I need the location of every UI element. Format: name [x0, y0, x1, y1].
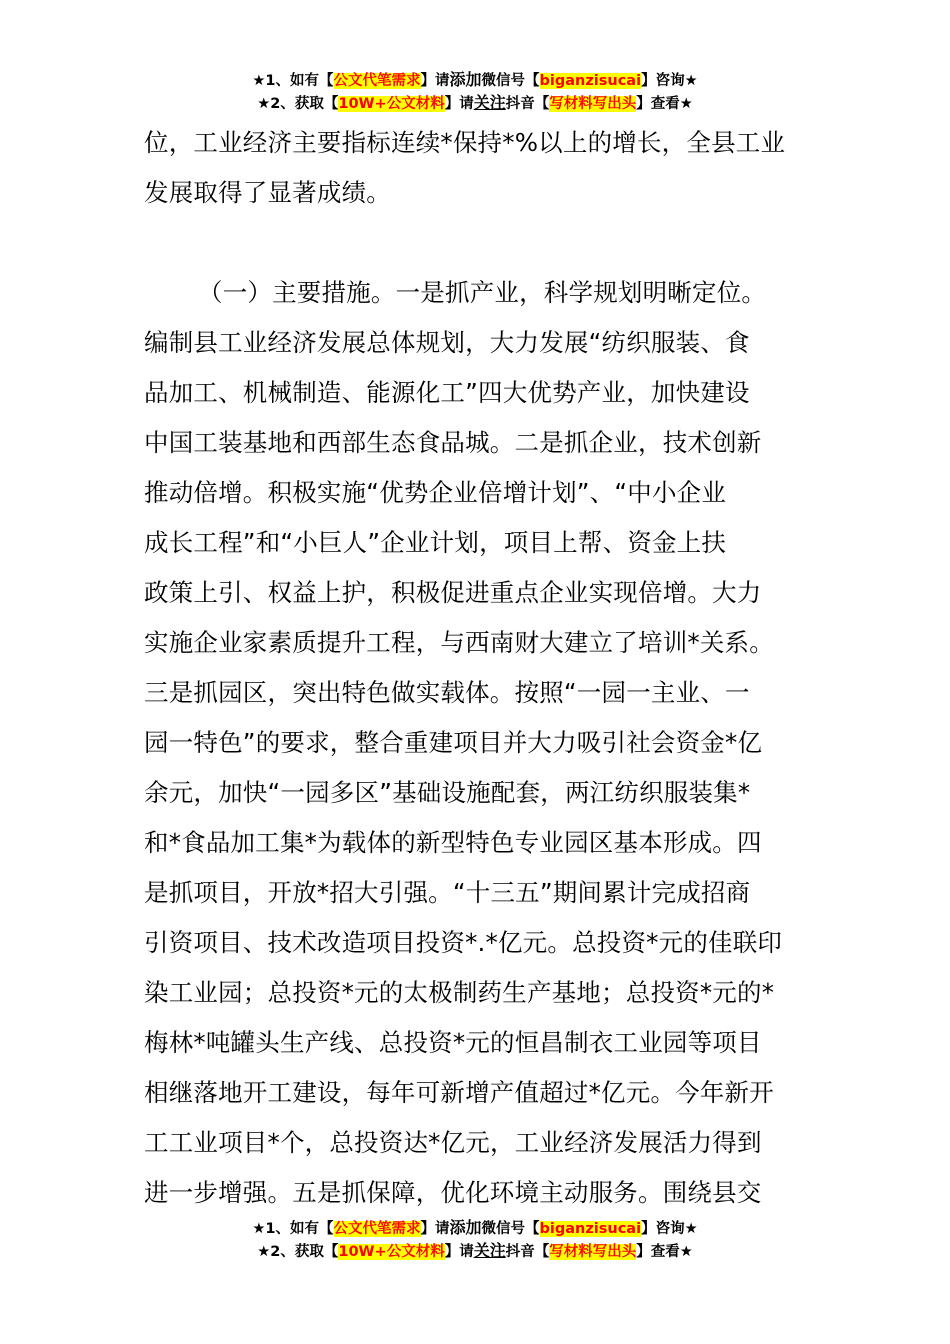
banner-line-2: ★2、获取【10W+公文材料】请关注抖音【写材料写出头】查看★	[257, 93, 693, 112]
star-icon: ★	[257, 96, 271, 112]
text-line: 引资项目、技术改造项目投资*.*亿元。总投资*元的佳联印	[144, 928, 783, 957]
highlight-douyin-account: 写材料写出头	[549, 1244, 637, 1260]
text-line: 发展取得了显著成绩。	[144, 178, 391, 207]
text-line: 工工业项目*个，总投资达*亿元，工业经济发展活力得到	[144, 1128, 762, 1157]
header-banner	[0, 69, 950, 115]
banner-line-1: ★1、如有【公文代笔需求】请添加微信号【biganzisucai】咨询★	[252, 1218, 698, 1237]
highlight-materials: 10W+公文材料	[338, 1244, 445, 1260]
highlight-service: 公文代笔需求	[333, 1221, 421, 1237]
text-line: 成长工程”和“小巨人”企业计划，项目上帮、资金上扶	[144, 528, 727, 557]
text-line: 政策上引、权益上护，积极促进重点企业实现倍增。大力	[144, 578, 762, 607]
text-line: 推动倍增。积极实施“优势企业倍增计划”、“中小企业	[144, 478, 727, 507]
text-line: 染工业园；总投资*元的太极制药生产基地；总投资*元的*	[144, 978, 775, 1007]
star-icon: ★	[252, 73, 266, 89]
text-line: 和*食品加工集*为载体的新型特色专业园区基本形成。四	[144, 828, 762, 857]
highlight-service: 公文代笔需求	[333, 73, 421, 89]
text-line: （一）主要措施。一是抓产业，科学规划明晰定位。	[198, 278, 767, 307]
footer-banner	[0, 1217, 950, 1263]
text-line: 位，工业经济主要指标连续*保持*%以上的增长，全县工业	[144, 128, 786, 157]
text-line: 梅林*吨罐头生产线、总投资*元的恒昌制衣工业园等项目	[144, 1028, 762, 1057]
text-line: 进一步增强。五是抓保障，优化环境主动服务。围绕县交	[144, 1178, 762, 1207]
text-line: 中国工装基地和西部生态食品城。二是抓企业，技术创新	[144, 428, 762, 457]
highlight-materials: 10W+公文材料	[338, 96, 445, 112]
text-line: 是抓项目，开放*招大引强。“十三五”期间累计完成招商	[144, 878, 751, 907]
paragraph-continued	[144, 118, 809, 218]
highlight-douyin-account: 写材料写出头	[549, 96, 637, 112]
star-icon: ★	[252, 1221, 266, 1237]
highlight-wechat-id: biganzisucai	[539, 73, 642, 89]
text-line: 三是抓园区，突出特色做实载体。按照“一园一主业、一	[144, 678, 750, 707]
text-line: 余元，加快“一园多区”基础设施配套，两江纺织服装集*	[144, 778, 751, 807]
banner-line-1: ★1、如有【公文代笔需求】请添加微信号【biganzisucai】咨询★	[252, 70, 698, 89]
text-line: 园一特色”的要求，整合重建项目并大力吸引社会资金*亿	[144, 728, 763, 757]
text-line: 相继落地开工建设，每年可新增产值超过*亿元。今年新开	[144, 1078, 774, 1107]
paragraph-main-measures	[144, 268, 809, 1218]
highlight-wechat-id: biganzisucai	[539, 1221, 642, 1237]
text-line: 编制县工业经济发展总体规划，大力发展“纺织服装、食	[144, 328, 750, 357]
text-line: 品加工、机械制造、能源化工”四大优势产业，加快建设	[144, 378, 750, 407]
star-icon: ★	[257, 1244, 271, 1260]
text-line: 实施企业家素质提升工程，与西南财大建立了培训*关系。	[144, 628, 774, 657]
banner-line-2: ★2、获取【10W+公文材料】请关注抖音【写材料写出头】查看★	[257, 1241, 693, 1260]
